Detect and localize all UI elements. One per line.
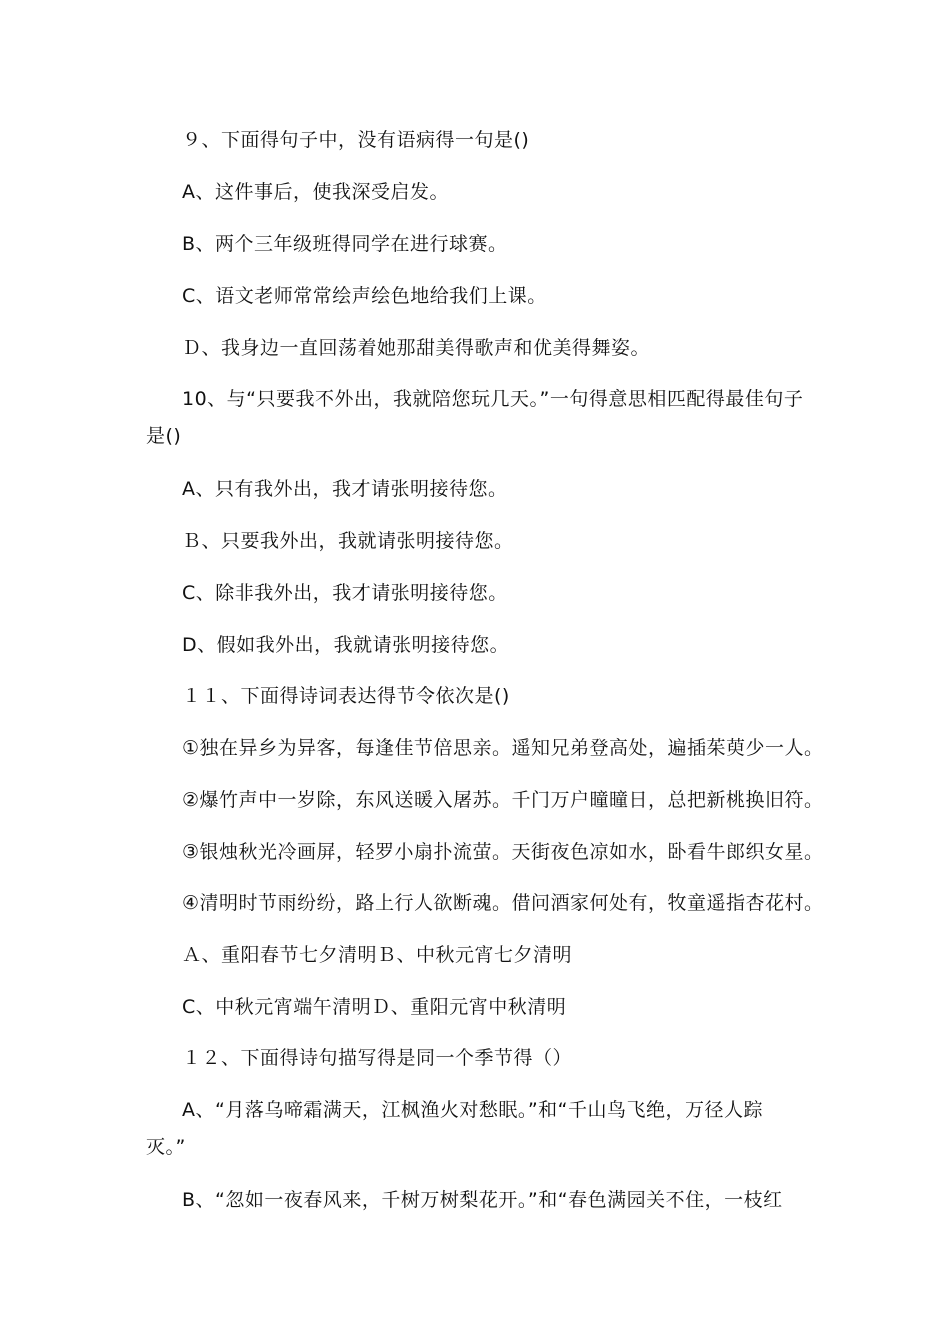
question-10-option-d: D、假如我外出，我就请张明接待您。 [182,634,510,656]
question-10-option-a: A、只有我外出，我才请张明接待您。 [182,478,508,500]
question-9-stem: ９、下面得句子中，没有语病得一句是() [182,129,530,151]
question-11-poem-2: ②爆竹声中一岁除，东风送暖入屠苏。千门万户曈曈日，总把新桃换旧符。 [182,789,824,811]
question-12-option-a: A、“月落乌啼霜满天，江枫渔火对愁眠。”和“千山鸟飞绝，万径人踪 [182,1099,764,1121]
question-12-option-a-continued: 灭。” [146,1136,186,1158]
question-10-stem: 10、与“只要我不外出，我就陪您玩几天。”一句得意思相匹配得最佳句子 [182,388,804,410]
question-12-stem: １２、下面得诗句描写得是同一个季节得（） [182,1047,573,1069]
question-10-option-b: Ｂ、只要我外出，我就请张明接待您。 [182,530,514,552]
question-9-option-a: A、这件事后，使我深受启发。 [182,181,449,203]
question-11-stem: １１、下面得诗词表达得节令依次是() [182,685,510,707]
question-11-options-ab: Ａ、重阳春节七夕清明Ｂ、中秋元宵七夕清明 [182,944,573,966]
question-10-option-c: C、除非我外出，我才请张明接待您。 [182,582,508,604]
question-11-poem-1: ①独在异乡为异客，每逢佳节倍思亲。遥知兄弟登高处，遍插茱萸少一人。 [182,737,824,759]
question-11-options-cd: C、中秋元宵端午清明Ｄ、重阳元宵中秋清明 [182,996,567,1018]
question-11-poem-3: ③银烛秋光冷画屏，轻罗小扇扑流萤。天街夜色凉如水，卧看牛郎织女星。 [182,841,824,863]
question-11-poem-4: ④清明时节雨纷纷，路上行人欲断魂。借问酒家何处有，牧童遥指杏花村。 [182,892,824,914]
question-10-stem-continued: 是() [146,425,182,447]
question-9-option-c: C、语文老师常常绘声绘色地给我们上课。 [182,285,547,307]
question-12-option-b: B、“忽如一夜春风来，千树万树梨花开。”和“春色满园关不住，一枝红 [182,1189,783,1211]
question-9-option-b: B、两个三年级班得同学在进行球赛。 [182,233,508,255]
question-9-option-d: Ｄ、我身边一直回荡着她那甜美得歌声和优美得舞姿。 [182,337,651,359]
